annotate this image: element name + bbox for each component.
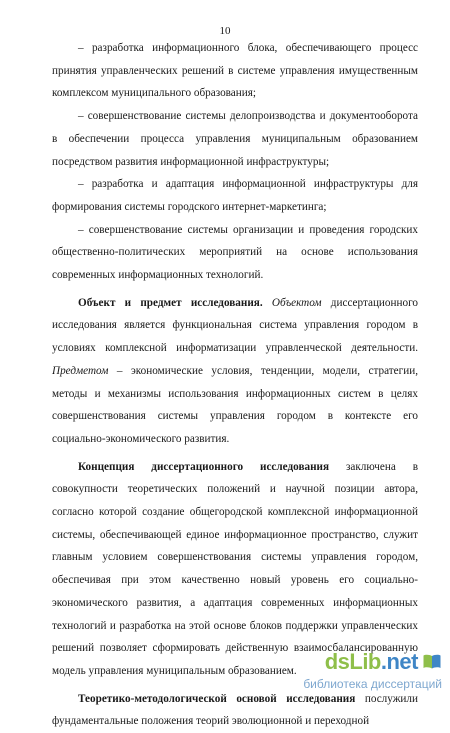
methodology-heading: Теоретико-методологической основой исследования <box>78 692 356 705</box>
subject-term: Предметом <box>52 364 109 377</box>
paragraph-bullet-3: – разработка и адаптация информационной инфраструктуры для формирования системы городского интернет-маркетинга; <box>52 178 418 213</box>
watermark-logo-row <box>262 649 442 675</box>
methodology-text: послужили фундаментальные положения теорий эволюционной и переходной <box>52 692 418 728</box>
concept-text: заключена в совокупности теоретических положений и научной позиции автора, согласно которой создание общегородской комплексной информационной системы, обеспечивающей единое информационное пространство, служит главным условием совершенствования системы управления городом, обеспечивая при этом качественно новый уровень его социально-экономического развития, а адаптация современных информационных технологий и разработка на этой основе блоков поддержки управленческих решений позволяет сформировать действенную взаимосбалансированную модель управления муниципальным образованием. <box>52 460 418 677</box>
paragraph-bullet-1: – разработка информационного блока, обеспечивающего процесс принятия управленческих решений в системе управления имущественным комплексом муниципального образования; <box>52 42 418 100</box>
watermark-logo <box>325 649 418 675</box>
subject-text: – экономические условия, тенденции, модели, стратегии, методы и механизмы использования информационных систем в целях совершенствования системы управления городом в контексте его социально-экономического развития. <box>52 364 418 445</box>
paragraph-methodology <box>52 688 418 733</box>
watermark-logo-tld: .net <box>380 649 418 674</box>
concept-heading: Концепция диссертационного исследования <box>78 460 330 473</box>
object-text: диссертационного исследования является функциональная система управления городом в условиях комплексной информатизации управленческой деятельности. <box>52 296 418 355</box>
paragraph-bullet-2: – совершенствование системы делопроизводства и документооборота в обеспечении процесса управления муниципальным образованием посредством развития информационной инфраструктуры; <box>52 110 418 168</box>
watermark-tagline: библиотека диссертаций <box>303 677 442 691</box>
paragraph-bullet-4: – совершенствование системы организации и проведения городских общественно-политических мероприятий на основе использования современных информационных технологий. <box>52 223 418 282</box>
book-icon <box>422 652 442 672</box>
page-number: 10 <box>219 25 231 37</box>
object-subject-heading: Объект и предмет исследования. <box>78 296 263 309</box>
paragraph-object-subject <box>52 292 418 451</box>
object-term: Объектом <box>271 296 322 309</box>
watermark-logo-main: dsLib <box>324 649 381 674</box>
document-body <box>52 37 418 733</box>
dslib-watermark <box>262 649 442 693</box>
